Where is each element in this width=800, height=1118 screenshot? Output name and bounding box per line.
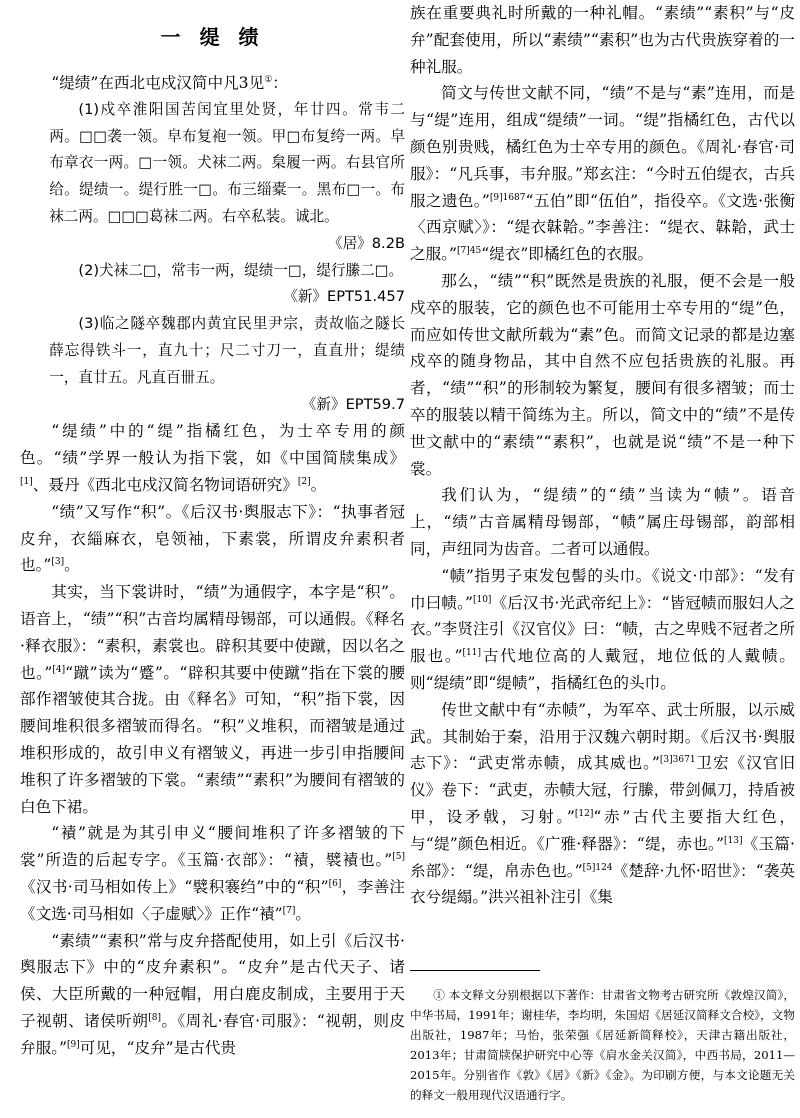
paragraph	[20, 820, 405, 927]
footnote-divider	[410, 970, 540, 971]
citation-marker[interactable]: [9]1687	[489, 192, 526, 203]
section-title: 一 缇 绩	[160, 25, 265, 49]
citation-marker[interactable]: [10]	[472, 594, 492, 605]
paragraph-text: ：	[272, 74, 288, 92]
paragraph-text: “蹴”读为“蹙”。“辟积其要中使蹴”指在下裳的腰部作褶皱使其合拢。由《释名》可知，“积”指下裳，因腰间堆积很多褶皱而得名。“积”义堆积，而褶皱是通过堆积形成的，故引申义有褶皱义，再进一步引申指腰间堆积了许多褶皱的下裳。“素绩”“素积”为腰间有褶皱的白色下裙。	[20, 663, 405, 816]
paragraph-text: “缇衣”即橘红色的衣服。	[481, 245, 654, 264]
paragraph-text: 、聂丹《西北屯戍汉简名物词语研究》	[32, 475, 298, 494]
paragraph-text: “襀”就是为其引申义“腰间堆积了许多褶皱的下裳”所造的后起专字。《玉篇·衣部》：“襀，襞襀也。”	[20, 824, 405, 870]
paragraph	[20, 70, 405, 97]
paragraph	[20, 418, 405, 498]
paragraph	[20, 579, 405, 820]
quote-3: (3)临之隧卒魏郡内黄宜民里尹宗，责故临之隧长薛忘得铁斗一，直九十；尺二寸刀一，直直卅；缇绩一，直廿五。凡直百卌五。	[49, 315, 405, 386]
citation-marker[interactable]: [6]	[328, 878, 342, 889]
paragraph-text: “缇绩”在西北屯戍汉简中凡3见	[51, 74, 265, 92]
citation-marker[interactable]: [12]	[574, 808, 594, 819]
right-column	[410, 0, 795, 1102]
paragraph-text: 古代地位高的人戴冠，地位低的人戴帻。则“缇绩”即“缇帻”，指橘红色的头巾。	[410, 647, 795, 692]
paragraph: 我们认为，“缇绩”的“绩”当读为“帻”。语音上，“绩”古音属精母锡部，“帻”属庄母锡部，韵部相同，声纽同为齿音。二者可以通假。	[410, 486, 795, 558]
quote-3-source: 《新》EPT59.7	[301, 395, 405, 413]
citation-marker[interactable]: [5]124	[582, 862, 613, 873]
paragraph	[20, 928, 405, 1062]
paragraph	[410, 697, 795, 911]
citation-marker[interactable]: [5]	[392, 851, 405, 862]
paragraph-text: 。	[64, 556, 80, 575]
paragraph-text: 传世文献中有“赤帻”，为军卒、武士所服，以示威武。其制始于秦，沿用于汉魏六朝时期。《后汉书·舆服志下》：“武吏常赤帻，成其威也。”	[410, 700, 795, 773]
paragraph-continued: 族在重要典礼时所戴的一种礼帽。“素绩”“素积”与“皮弁”配套使用，所以“素绩”“素积”也为古代贵族穿着的一种礼服。	[410, 4, 795, 76]
paragraph-text: “缇绩”中的“缇”指橘红色，为士卒专用的颜色。“绩”学界一般认为指下裳，如《中国简牍集成》	[20, 422, 405, 468]
citation-marker[interactable]: [7]	[282, 905, 296, 916]
paragraph	[410, 563, 795, 697]
paragraph	[410, 80, 795, 268]
paragraph-text: 其实，当下裳讲时，“绩”为通假字，本字是“积”。语音上，“绩”“积”古音均属精母锡部，可以通假。《释名·释衣服》：“素积，素裳也。辟积其要中使蹴，因以名之也。”	[20, 583, 405, 682]
footnote-marker[interactable]: ①	[264, 74, 273, 85]
paragraph-text: 。《周礼·春官·司服》：“视朝，则皮弁服。”	[20, 1011, 405, 1057]
citation-marker[interactable]: [4]	[52, 664, 66, 675]
citation-marker[interactable]: [8]	[148, 1012, 161, 1023]
paragraph-text: 《玉篇·糸部》：“缇，帛赤色也。”	[410, 834, 795, 880]
paragraph-text: 。	[295, 904, 311, 923]
footnote: ① 本文释文分别根据以下著作：甘肃省文物考古研究所《敦煌汉简》，中华书局，1991年；谢桂华，李均明，朱国炤《居延汉简释文合校》，文物出版社，1987年；马怡，张荣强《居延新简释校》，天津古籍出版社，2013年；甘肃简牍保护研究中心等《肩水金关汉简》，中西书局，2011—2015年。分别省作《敦》《居》《新》《金》。为印刷方便，与本文论题无关的释文一般用现代汉语通行字。	[410, 988, 795, 1102]
citation-marker[interactable]: [13]	[724, 835, 743, 846]
citation-marker[interactable]: [11]	[462, 647, 481, 658]
paragraph-text: 简文与传世文献不同，“绩”不是与“素”连用，而是与“缇”连用，组成“缇绩”一词。“缇”指橘红色，古代以颜色别贵贱，橘红色为士卒专用的颜色。《周礼·春官·司服》：“凡兵事，韦弁服。”郑玄注：“今时五伯缇衣，古兵服之遗色。”	[410, 84, 795, 210]
quote-1-source: 《居》8.2B	[327, 234, 405, 252]
paragraph-text: ，李善注《文选·司马相如〈子虚赋〉》正作“襀”	[20, 877, 405, 923]
paragraph-text: “绩”又写作“积”。《后汉书·舆服志下》：“执事者冠皮弁，衣緇麻衣，皂领袖，下素裳，所谓皮弁素积者也。”	[20, 502, 405, 575]
citation-marker[interactable]: [7]45	[456, 245, 482, 256]
paragraph-text: 可见，“皮弁”是古代贵	[79, 1038, 237, 1057]
paragraph-text: 卫宏《汉官旧仪》卷下：“武吏，赤帻大冠，行縢，带剑佩刀，持盾被甲，设矛戟，习射。”	[410, 754, 795, 826]
paragraph-text: 。	[310, 475, 327, 494]
citation-marker[interactable]: [9]	[66, 1039, 80, 1050]
left-column	[20, 0, 405, 1061]
paragraph-text: “赤”古代主要指大红色，与“缇”颜色相近。《广雅·释器》：“缇，赤也。”	[410, 807, 795, 853]
paragraph-text: 《楚辞·九怀·昭世》：“袭英衣兮缇䌈。”洪兴祖补注引《集	[410, 861, 795, 907]
citation-marker[interactable]: [1]	[20, 476, 33, 487]
paragraph-text: 《汉书·司马相如传上》“襞积褰绉”中的“积”	[20, 877, 329, 896]
paragraph: 那么，“绩”“积”既然是贵族的礼服，便不会是一般戍卒的服装，它的颜色也不可能用士卒专用的“缇”色，而应如传世文献所载为“素”色。而简文记录的都是边塞戍卒的随身物品，其中自然不应包括贵族的礼服。再者，“绩”“积”的形制较为繁复，腰间有很多褶皱；而士卒的服装以精干简练为主。所以，简文中的“绩”不是传世文献中的“素绩”“素积”，也就是说“绩”不是一种下裳。	[410, 271, 795, 478]
quote-1: (1)戍卒淮阳国苦闰宜里处贤，年廿四。常韦二两。□□袭一领。皁布复袍一领。甲□布复绔一两。皁布章衣一两。□一领。犬袜二两。枲履一两。右县官所给。缇绩一。缇行胜一□。布三缁橐一。黑布□一。布袜二两。□□□葛袜二两。右卒私装。诚北。	[49, 100, 405, 225]
paragraph-text: “帻”指男子束发包髻的头巾。《说文·巾部》：“发有巾曰帻。”	[410, 566, 795, 612]
citation-marker[interactable]: [2]	[297, 476, 311, 487]
paragraph-text: “五伯”即“伍伯”，指役卒。《文选·张衡〈西京赋〉》：“缇衣韎韐。”李善注：“缇衣、韎韐，武士之服。”	[410, 191, 795, 264]
citation-marker[interactable]: [3]	[51, 557, 65, 568]
paragraph-text: “素绩”“素积”常与皮弁搭配使用，如上引《后汉书·舆服志下》中的“皮弁素积”。“皮弁”是古代天子、诸侯、大臣所戴的一种冠帽，用白鹿皮制成，主要用于天子视朝、诸侯听朔	[20, 931, 405, 1030]
citation-marker[interactable]: [3]3671	[659, 755, 696, 766]
paragraph-text: 《后汉书·光武帝纪上》：“皆冠帻而服妇人之衣。”李贤注引《汉官仪》曰：“帻，古之卑贱不冠者之所服也。”	[410, 593, 795, 666]
quote-2: (2)犬袜二□，常韦一两，缇绩一□，缇行縢二□。	[78, 261, 404, 279]
quote-2-source: 《新》EPT51.457	[283, 288, 405, 306]
paragraph	[20, 499, 405, 579]
